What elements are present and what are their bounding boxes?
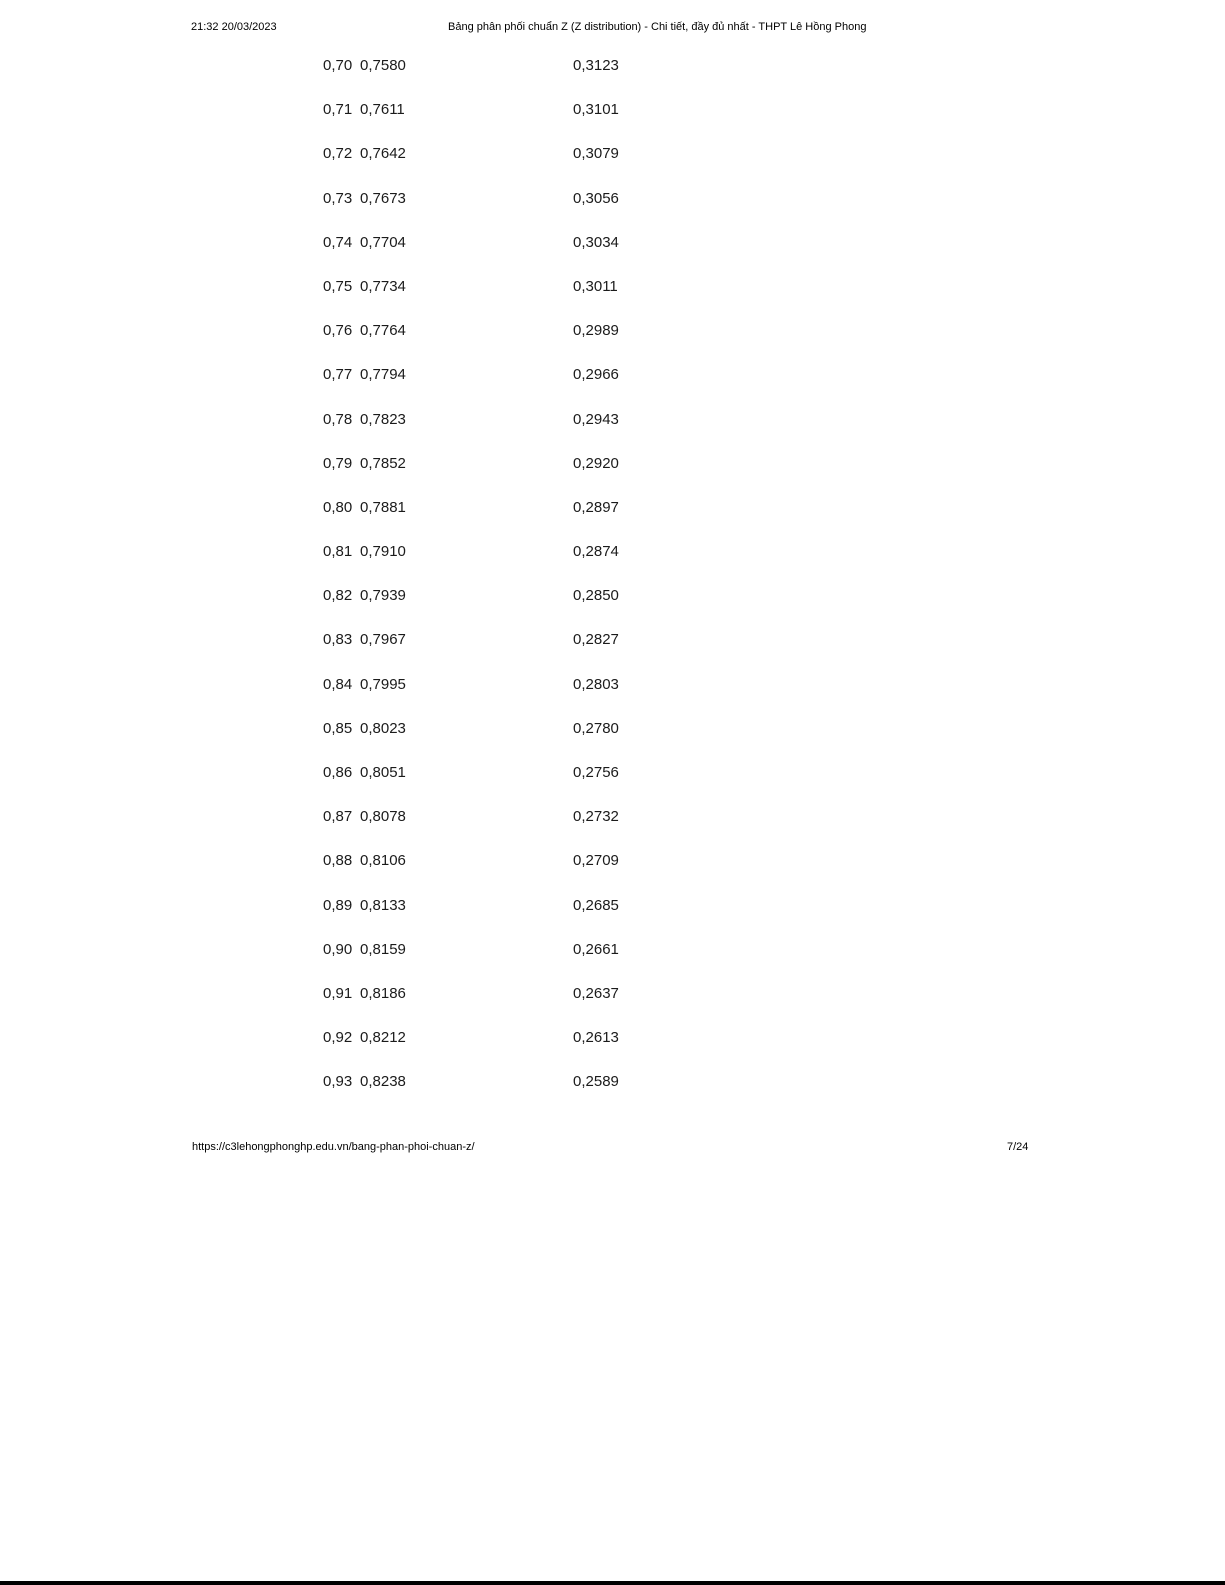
z-value: 0,81 (323, 543, 353, 561)
tail-probability-value: 0,3123 (573, 57, 619, 74)
rows-container (0, 56, 1225, 1117)
table-row (0, 542, 1225, 586)
z-value: 0,82 (323, 587, 353, 605)
tail-probability-value: 0,2803 (573, 675, 619, 693)
table-row (0, 233, 1225, 277)
z-value: 0,92 (323, 1029, 353, 1047)
tail-probability-value: 0,2756 (573, 764, 619, 781)
cumulative-probability-value: 0,7611 (360, 101, 405, 119)
tail-probability-value: 0,3056 (573, 189, 619, 207)
z-value: 0,79 (323, 454, 353, 472)
cumulative-probability-value: 0,7580 (360, 57, 406, 74)
cumulative-probability-value: 0,7642 (360, 145, 406, 163)
table-row (0, 189, 1225, 233)
cumulative-probability-value: 0,7967 (360, 631, 406, 649)
table-row (0, 1028, 1225, 1072)
z-value: 0,89 (323, 896, 353, 914)
z-value: 0,80 (323, 498, 353, 516)
table-row (0, 498, 1225, 542)
cumulative-probability-value: 0,8159 (360, 940, 406, 958)
tail-probability-value: 0,3034 (573, 233, 619, 251)
cumulative-probability-value: 0,8078 (360, 808, 406, 826)
cumulative-probability-value: 0,7764 (360, 322, 406, 340)
cumulative-probability-value: 0,7852 (360, 454, 406, 472)
table-row (0, 410, 1225, 454)
table-row (0, 984, 1225, 1028)
table-row (0, 719, 1225, 763)
z-value: 0,71 (323, 101, 353, 119)
tail-probability-value: 0,2709 (573, 852, 619, 870)
cumulative-probability-value: 0,8023 (360, 719, 406, 737)
tail-probability-value: 0,3101 (573, 101, 619, 119)
z-value: 0,76 (323, 322, 353, 340)
z-value: 0,70 (323, 57, 353, 74)
z-value: 0,90 (323, 940, 353, 958)
z-value: 0,83 (323, 631, 353, 649)
cumulative-probability-value: 0,7995 (360, 675, 406, 693)
tail-probability-value: 0,2780 (573, 719, 619, 737)
table-row (0, 630, 1225, 674)
tail-probability-value: 0,2943 (573, 410, 619, 428)
z-value: 0,75 (323, 277, 353, 295)
z-value: 0,88 (323, 852, 353, 870)
tail-probability-value: 0,3011 (573, 277, 618, 295)
print-header-timestamp: 21:32 20/03/2023 (191, 21, 277, 33)
cumulative-probability-value: 0,7673 (360, 189, 406, 207)
tail-probability-value: 0,2685 (573, 896, 619, 914)
table-row (0, 56, 1225, 100)
table-row (0, 807, 1225, 851)
table-row (0, 851, 1225, 895)
tail-probability-value: 0,2920 (573, 454, 619, 472)
cumulative-probability-value: 0,8212 (360, 1029, 406, 1047)
table-row (0, 675, 1225, 719)
cumulative-probability-value: 0,8238 (360, 1073, 406, 1091)
table-row (0, 896, 1225, 940)
z-value: 0,84 (323, 675, 353, 693)
tail-probability-value: 0,2897 (573, 498, 619, 516)
table-row (0, 1072, 1225, 1116)
table-row (0, 763, 1225, 807)
z-value: 0,91 (323, 984, 353, 1002)
z-value: 0,86 (323, 764, 353, 781)
tail-probability-value: 0,2966 (573, 366, 619, 384)
z-value: 0,72 (323, 145, 353, 163)
table-row (0, 100, 1225, 144)
print-header-title: Bảng phân phối chuẩn Z (Z distribution) - Chi tiết, đầy đủ nhất - THPT Lê Hồng Phong (448, 21, 867, 33)
z-value: 0,93 (323, 1073, 353, 1091)
tail-probability-value: 0,2732 (573, 808, 619, 826)
table-row (0, 144, 1225, 188)
table-row (0, 277, 1225, 321)
table-row (0, 321, 1225, 365)
z-value: 0,77 (323, 366, 353, 384)
tail-probability-value: 0,2989 (573, 322, 619, 340)
cumulative-probability-value: 0,7734 (360, 277, 406, 295)
table-row (0, 940, 1225, 984)
cumulative-probability-value: 0,7939 (360, 587, 406, 605)
tail-probability-value: 0,2874 (573, 543, 619, 561)
tail-probability-value: 0,3079 (573, 145, 619, 163)
print-footer-page-number: 7/24 (1007, 1141, 1029, 1153)
cumulative-probability-value: 0,7794 (360, 366, 406, 384)
tail-probability-value: 0,2850 (573, 587, 619, 605)
cumulative-probability-value: 0,7910 (360, 543, 406, 561)
cumulative-probability-value: 0,8051 (360, 764, 406, 781)
z-value: 0,74 (323, 233, 353, 251)
cumulative-probability-value: 0,7823 (360, 410, 406, 428)
bottom-edge-bar (0, 1581, 1225, 1585)
print-footer-url: https://c3lehongphonghp.edu.vn/bang-phan-phoi-chuan-z/ (192, 1141, 475, 1153)
tail-probability-value: 0,2637 (573, 984, 619, 1002)
tail-probability-value: 0,2827 (573, 631, 619, 649)
tail-probability-value: 0,2589 (573, 1073, 619, 1091)
table-row (0, 365, 1225, 409)
cumulative-probability-value: 0,8133 (360, 896, 406, 914)
cumulative-probability-value: 0,8186 (360, 984, 406, 1002)
z-value: 0,78 (323, 410, 353, 428)
cumulative-probability-value: 0,8106 (360, 852, 406, 870)
cumulative-probability-value: 0,7881 (360, 498, 406, 516)
z-value: 0,85 (323, 719, 353, 737)
cumulative-probability-value: 0,7704 (360, 233, 406, 251)
z-value: 0,87 (323, 808, 353, 826)
tail-probability-value: 0,2661 (573, 940, 619, 958)
table-row (0, 454, 1225, 498)
tail-probability-value: 0,2613 (573, 1029, 619, 1047)
z-value: 0,73 (323, 189, 353, 207)
table-row (0, 586, 1225, 630)
